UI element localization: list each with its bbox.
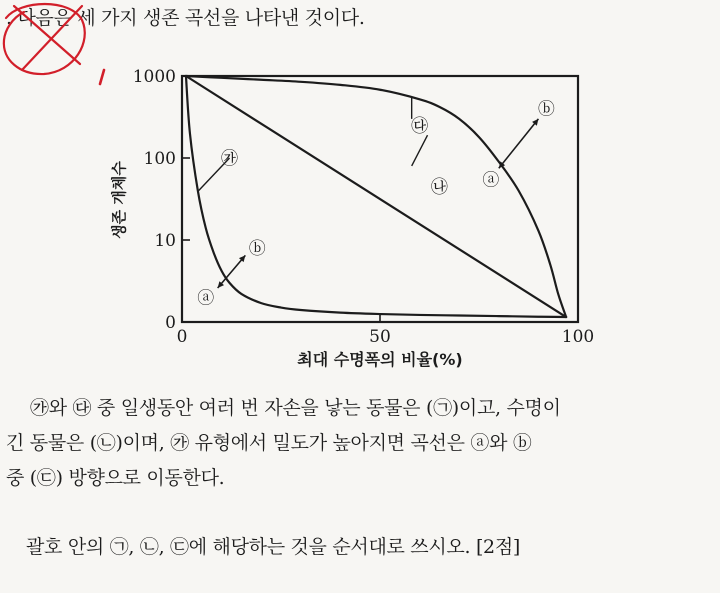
passage-line-3: 중 (㉢) 방향으로 이동한다. (6, 467, 225, 489)
question-prompt: 괄호 안의 ㉠, ㉡, ㉢에 해당하는 것을 순서대로 쓰시오. [2점] (26, 536, 521, 558)
curve-annotation-label: ⓐ (197, 288, 215, 309)
leader-line (412, 135, 428, 166)
curve-annotation-label: ㉮ (221, 149, 239, 169)
curve-annotation-label: ⓑ (537, 99, 555, 120)
curve-annotation-label: ㉯ (430, 177, 448, 198)
y-tick-label: 0 (165, 313, 176, 333)
x-axis-label: 최대 수명폭의 비율(%) (297, 350, 463, 369)
x-tick-label: 50 (369, 327, 391, 347)
question-intro: . 다음은 세 가지 생존 곡선을 나타낸 것이다. (6, 7, 365, 29)
curve-annotation-label: ⓐ (482, 170, 500, 191)
chart-curves (186, 76, 566, 317)
curve-annotation-label: ⓑ (248, 238, 266, 259)
x-tick-label: 100 (561, 327, 595, 347)
x-tick-label: 0 (176, 327, 188, 347)
curve-annotation-label: ㉰ (411, 116, 429, 137)
y-tick-label: 100 (143, 149, 176, 169)
y-axis-label: 생존 개체수 (110, 161, 128, 239)
y-tick-label: 1000 (132, 67, 176, 87)
passage-line-2: 긴 동물은 (㉡)이며, ㉮ 유형에서 밀도가 높아지면 곡선은 ⓐ와 ⓑ (6, 432, 532, 454)
shift-arrow-line (499, 119, 539, 168)
y-tick-label: 10 (154, 231, 176, 251)
curve-na (186, 76, 566, 317)
passage-line-1: ㉮와 ㉰ 중 일생동안 여러 번 자손을 낳는 동물은 (㉠)이고, 수명이 (30, 397, 561, 419)
